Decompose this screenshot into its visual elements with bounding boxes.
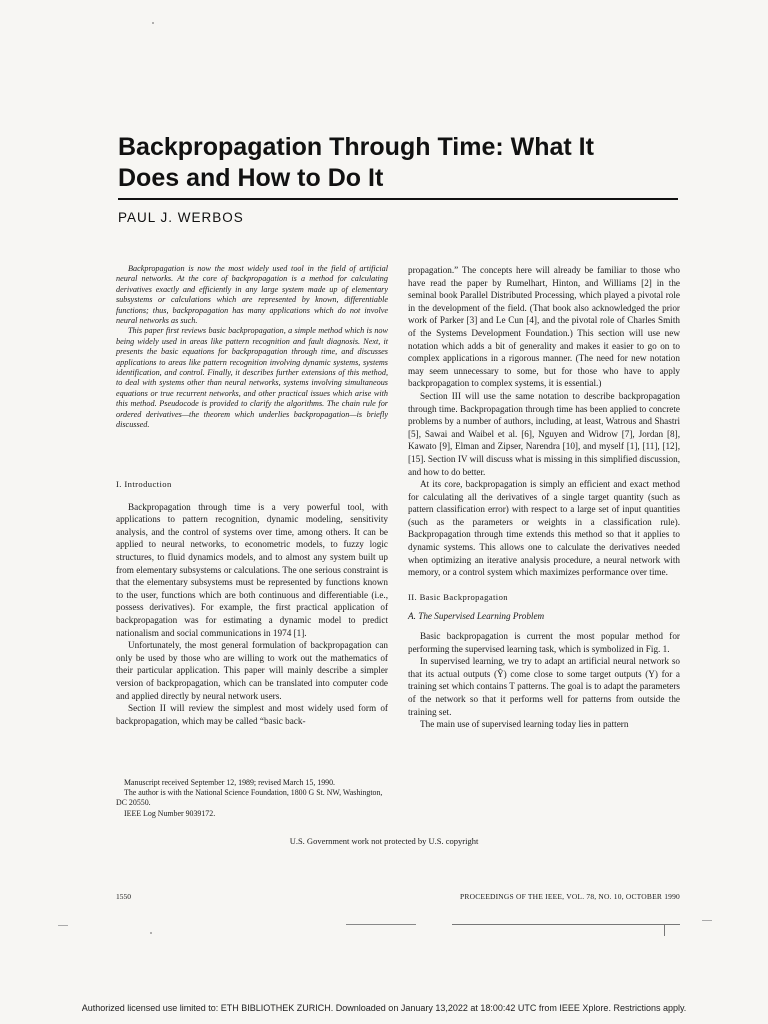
footnote xyxy=(116,778,388,819)
body-paragraph: Backpropagation through time is a very powerful tool, with applications to pattern recognition, dynamic modeling, sensitivity analysis, and the control of systems over time, among others. It can be applied to neural networks, to econometric models, to fuzzy logic structures, to fluid dynamics models, and to almost any system built up from elementary subsystems or calculations. The one serious constraint is that the elementary subsystems must be represented by functions known to the user, functions which are both continuous and differentiable (i.e., possess derivatives). For example, the first practical application of backpropagation was for estimating a dynamic model to predict nationalism and social communications in 1974 [1]. xyxy=(116,501,388,638)
scan-mark xyxy=(346,924,416,925)
page-number: 1550 xyxy=(116,892,131,901)
scan-speck xyxy=(150,932,152,934)
scan-mark xyxy=(452,924,680,925)
title-rule xyxy=(118,198,678,200)
abstract-paragraph: Backpropagation is now the most widely used tool in the field of artificial neural networks. At the core of backpropagation is a method for calculating derivatives exactly and efficiently in any large system made up of elementary subsystems or calculations which are represented by known, differentiable functions; thus, backpropagation has many applications which do not involve neural networks as such. xyxy=(116,264,388,326)
body-paragraph: Basic backpropagation is current the most popular method for performing the supervised learning task, which is symbolized in Fig. 1. xyxy=(408,631,680,654)
scan-mark xyxy=(58,925,68,926)
paper-title xyxy=(118,132,678,194)
left-column-body xyxy=(116,478,388,727)
section-heading-basic-backpropagation: II. Basic Backpropagation xyxy=(408,591,508,602)
scan-mark xyxy=(664,924,665,936)
right-column-body xyxy=(408,264,680,731)
abstract xyxy=(116,264,388,431)
footnote-received: Manuscript received September 12, 1989; revised March 15, 1990. xyxy=(124,778,336,787)
abstract-paragraph: This paper first reviews basic backpropagation, a simple method which is now being widely used in areas like pattern recognition and fault diagnosis. Next, it presents the basic equations for backpropagation through time, and discusses applications to areas like pattern recognition involving dynamic systems, systems identification, and control. Finally, it describes further extensions of this method, to deal with systems other than neural networks, systems involving simultaneous equations or true recurrent networks, and other practical issues which arise with this method. Pseudocode is provided to clarify the algorithms. The chain rule for ordered derivatives—the theorem which underlies backpropagation—is briefly discussed. xyxy=(116,326,388,430)
body-paragraph: Section III will use the same notation to describe backpropagation through time. Backpropagation through time has been applied to concrete problems by a number of authors, including, at least, Watrous and Shastri [5], Sawai and Waibel et al. [6], Nguyen and Widrow [7], Jordan [8], Kawato [9], Elman and Zipser, Narendra [10], and myself [1], [11], [12], [15]. Section IV will discuss what is missing in this simplified discussion, and how to do better. xyxy=(408,390,680,477)
body-paragraph: propagation.” The concepts here will already be familiar to those who have read the paper by Rumelhart, Hinton, and Williams [2] in the seminal book Parallel Distributed Processing, which played a pivotal role in the development of the field. (That book also acknowledged the prior work of Parker [3] and Le Cun [4], and the pivotal role of Charles Smith of the Systems Development Foundation.) This section will use new notation which adds a bit of generality and makes it easier to go on to complex applications in a rigorous manner. (The need for new notation may seem unnecessary to some, but for those who have to apply backpropagation to complex systems, it is essential.) xyxy=(408,265,680,389)
title-line-2: Does and How to Do It xyxy=(118,164,384,192)
license-notice: Authorized licensed use limited to: ETH BIBLIOTHEK ZURICH. Downloaded on January 13,2022 at 18:00:42 UTC from IEEE Xplore. Restrictions apply. xyxy=(81,1003,687,1013)
body-paragraph: Unfortunately, the most general formulation of backpropagation can only be used by those who are willing to work out the mathematics of their particular application. This paper will mainly describe a simpler version of backpropagation, which can be translated into computer code and applied directly by neural network users. xyxy=(116,640,388,701)
section-heading-introduction: I. Introduction xyxy=(116,479,172,489)
body-paragraph: In supervised learning, we try to adapt an artificial neural network so that its actual outputs (Ŷ) come close to some target outputs (Y) for a training set which contains T patterns. The goal is to adapt the parameters of the network so that it performs well for patterns from outside the training set. xyxy=(408,656,680,717)
footnote-log-number: IEEE Log Number 9039172. xyxy=(124,808,216,818)
footnote-affiliation: The author is with the National Science Foundation, 1800 G St. NW, Washington, DC 20550. xyxy=(116,788,383,808)
subsection-heading-supervised-learning: A. The Supervised Learning Problem xyxy=(408,611,545,622)
copyright-notice: U.S. Government work not protected by U.S. copyright xyxy=(289,836,479,846)
author-name: PAUL J. WERBOS xyxy=(118,210,244,225)
journal-info: PROCEEDINGS OF THE IEEE, VOL. 78, NO. 10, OCTOBER 1990 xyxy=(460,892,680,901)
title-line-1: Backpropagation Through Time: What It xyxy=(118,133,594,161)
body-paragraph: The main use of supervised learning today lies in pattern xyxy=(420,719,629,730)
scan-mark xyxy=(702,920,712,921)
body-paragraph: Section II will review the simplest and most widely used form of backpropagation, which may be called “basic back- xyxy=(116,703,388,726)
body-paragraph: At its core, backpropagation is simply an efficient and exact method for calculating all the derivatives of a single target quantity (such as pattern classification error) with respect to a large set of input quantities (such as the parameters or weights in a classification rule). Backpropagation through time extends this method so that it applies to dynamic systems. This allows one to calculate the derivatives needed when optimizing an iterative analysis procedure, a neural network with memory, or a control system which maximizes performance over time. xyxy=(408,479,680,578)
scan-speck xyxy=(152,22,154,24)
